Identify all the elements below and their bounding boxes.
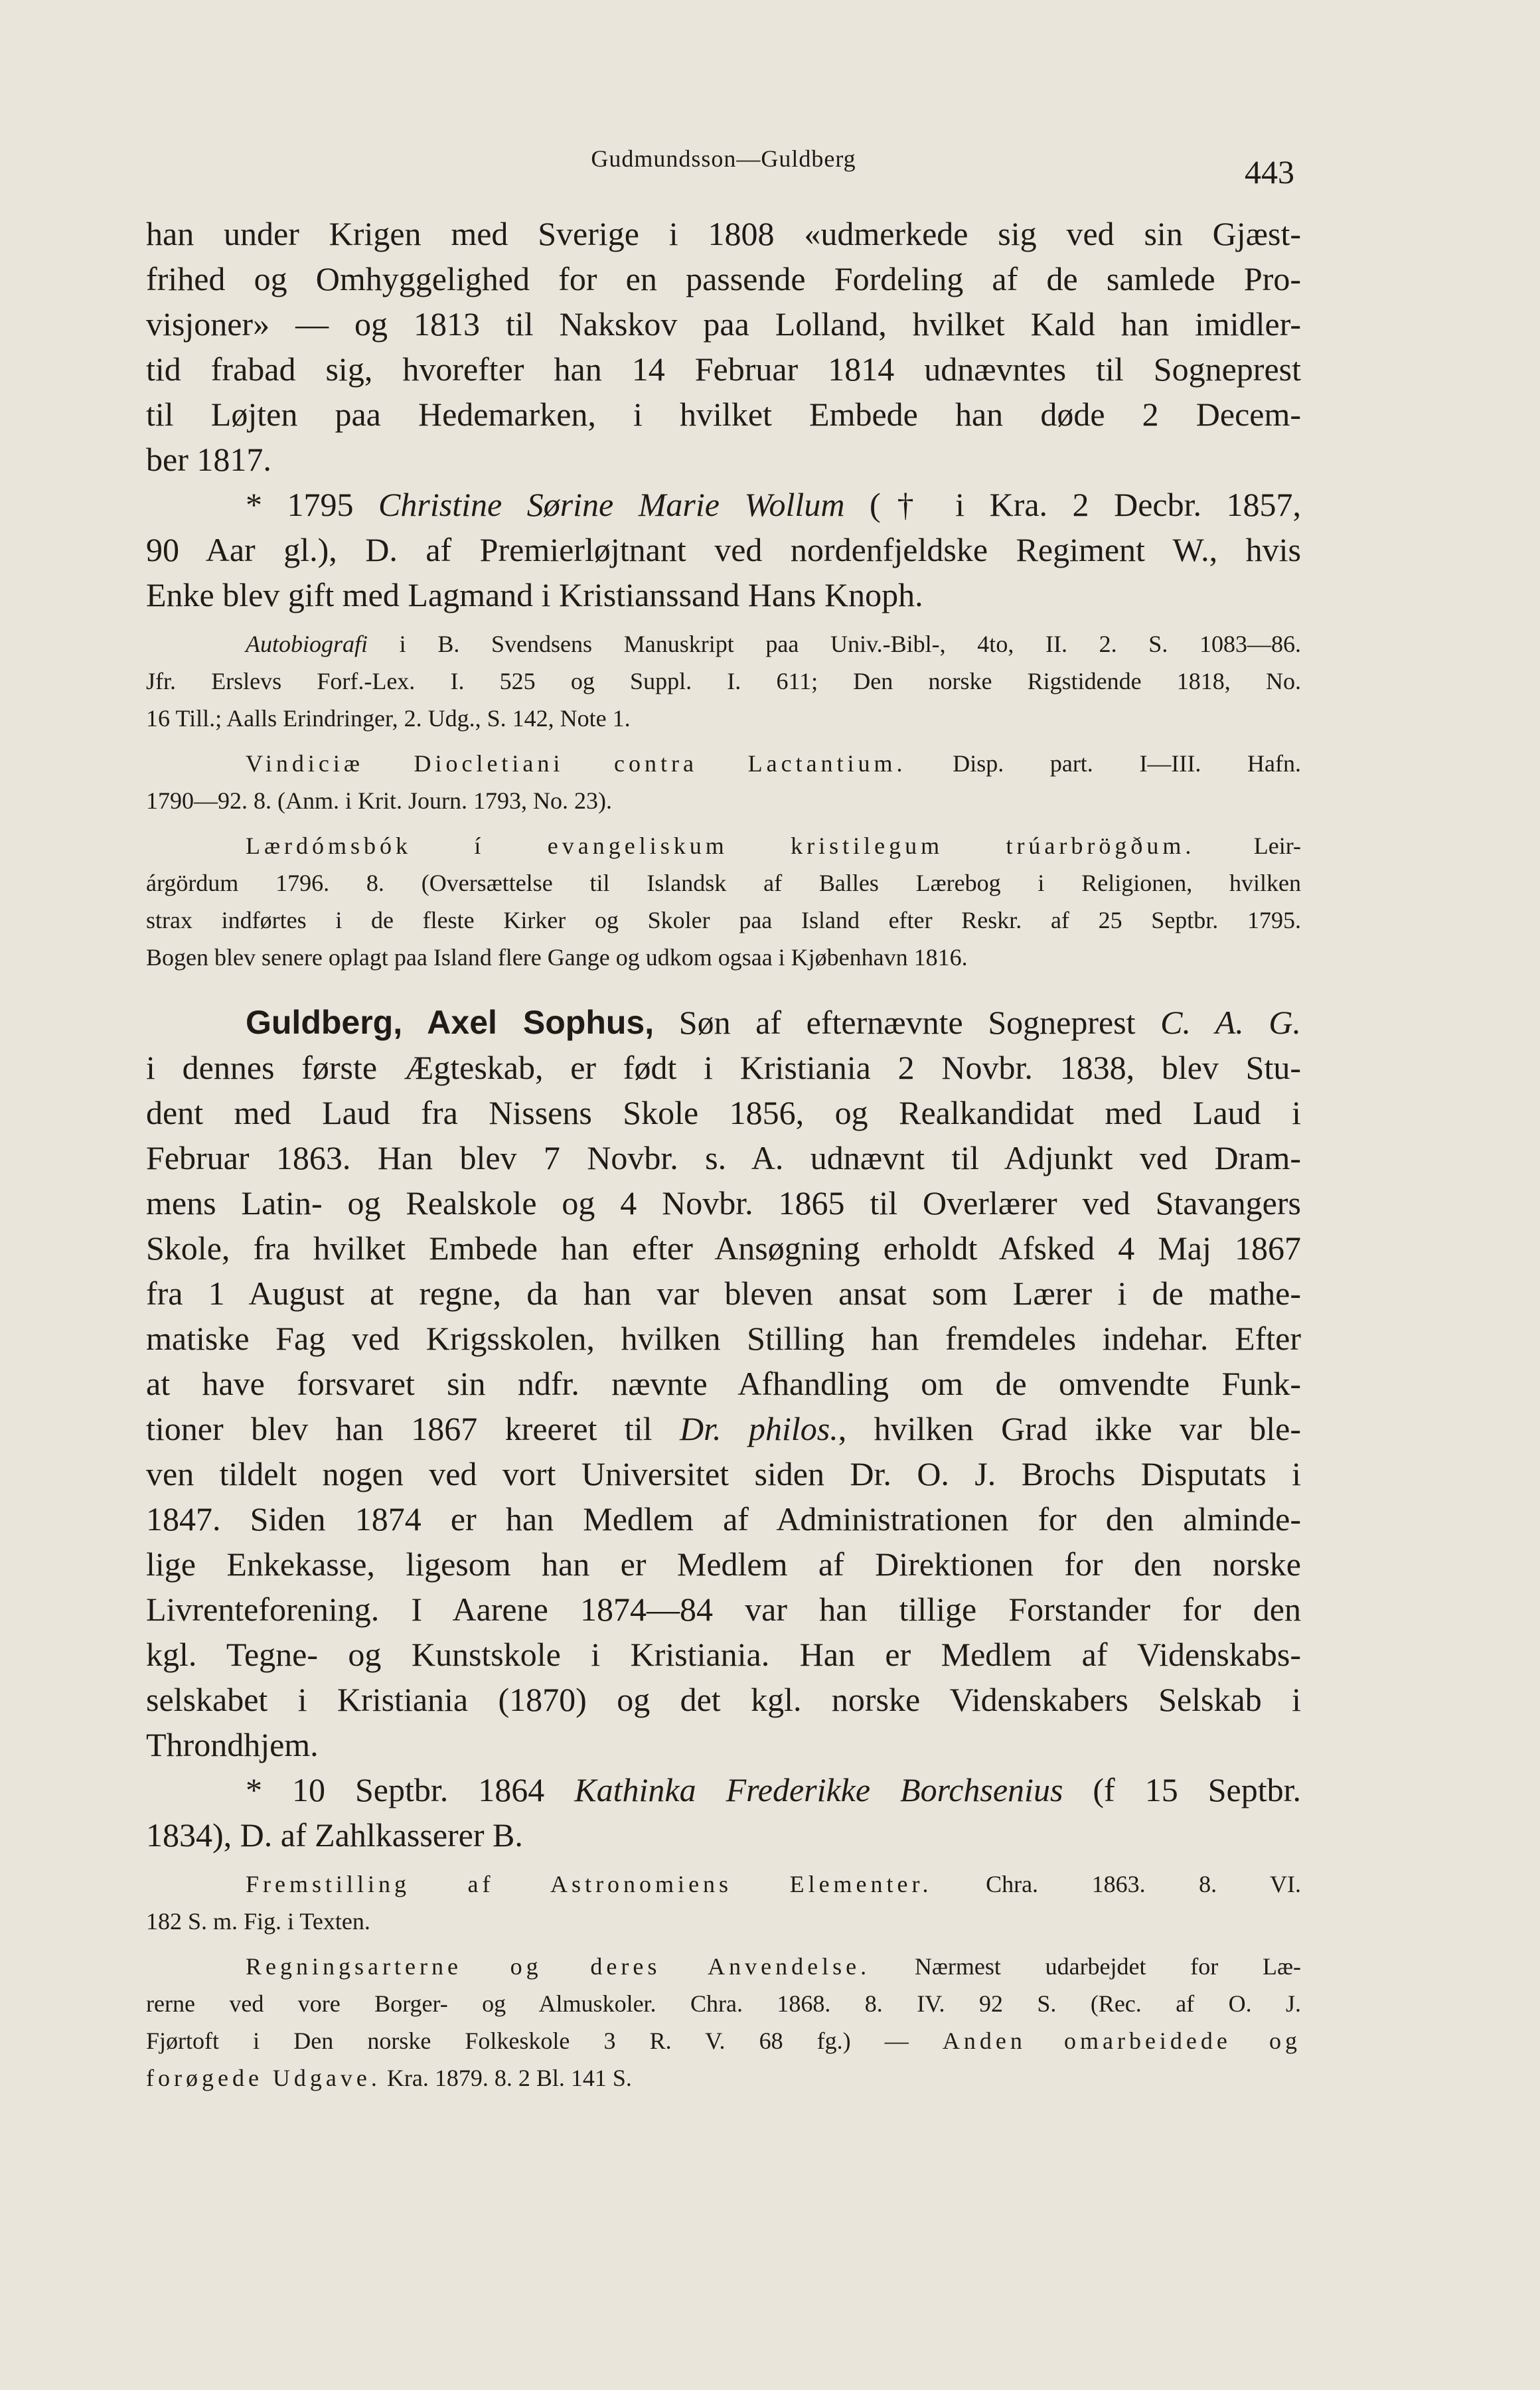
text-line: ber 1817. (146, 441, 271, 478)
work-line: strax indførtes i de fleste Kirker og Skoler paa Island efter Reskr. af 25 Septbr. 1795. (146, 907, 1301, 933)
work-line: árgördum 1796. 8. (Oversættelse til Islandsk af Balles Lærebog i Religionen, hvilken (146, 870, 1301, 896)
text-line: frihed og Omhyggelighed for en passende Fordeling af de samlede Pro- (146, 260, 1301, 297)
work-line: rerne ved vore Borger- og Almuskoler. Chra. 1868. 8. IV. 92 S. (Rec. af O. J. (146, 1990, 1301, 2017)
work-title: Lærdómsbók í evangeliskum kristilegum trúarbrögðum. (246, 833, 1195, 859)
work-title: Vindiciæ Diocletiani contra Lactantium. (246, 750, 907, 777)
text-line: til Løjten paa Hedemarken, i hvilket Embede han døde 2 Decem- (146, 396, 1301, 433)
text-line: 1847. Siden 1874 er han Medlem af Administrationen for den alminde- (146, 1500, 1301, 1538)
page-number: 443 (1245, 153, 1294, 191)
work-title-line: Vindiciæ Diocletiani contra Lactantium. Disp. part. I—III. Hafn. (246, 750, 1301, 777)
text-line: dent med Laud fra Nissens Skole 1856, og Realkandidat med Laud i (146, 1094, 1301, 1131)
reference-line: Jfr. Erslevs Forf.-Lex. I. 525 og Suppl. I. 611; Den norske Rigstidende 1818, No. (146, 668, 1301, 694)
entry-gudmundsson-work-1 (146, 745, 1301, 819)
text-line: visjoner» — og 1813 til Nakskov paa Lolland, hvilket Kald han imidler- (146, 305, 1301, 343)
text-line: at have forsvaret sin ndfr. nævnte Afhandling om de omvendte Funk- (146, 1365, 1301, 1402)
work-title-line: Lærdómsbók í evangeliskum kristilegum trúarbrögðum. Leir- (246, 833, 1301, 859)
reference-line: 16 Till.; Aalls Erindringer, 2. Udg., S. 142, Note 1. (146, 705, 631, 732)
text-line: fra 1 August at regne, da han var bleven ansat som Lærer i de mathe- (146, 1275, 1301, 1312)
page-header (146, 139, 1301, 193)
work-title: Fremstilling af Astronomiens Elementer. (246, 1871, 933, 1897)
text-line: selskabet i Kristiania (1870) og det kgl. norske Videnskabers Selskab i (146, 1681, 1301, 1718)
text-line: mens Latin- og Realskole og 4 Novbr. 1865 til Overlærer ved Stavangers (146, 1184, 1301, 1222)
work-line: 1790—92. 8. (Anm. i Krit. Journ. 1793, No. 23). (146, 787, 612, 814)
text-line: Skole, fra hvilket Embede han efter Ansøgning erholdt Afsked 4 Maj 1867 (146, 1230, 1301, 1267)
page-content (146, 211, 1301, 2097)
text-line: ven tildelt nogen ved vort Universitet siden Dr. O. J. Brochs Disputats i (146, 1455, 1301, 1492)
spouse-line: * 1795 Christine Sørine Marie Wollum († i Kra. 2 Decbr. 1857, (246, 486, 1301, 523)
text-line: 1834), D. af Zahlkasserer B. (146, 1816, 523, 1854)
spouse-line: * 10 Septbr. 1864 Kathinka Frederikke Borchsenius (f 15 Septbr. (246, 1771, 1301, 1808)
text-line: i dennes første Ægteskab, er født i Kristiania 2 Novbr. 1838, blev Stu- (146, 1049, 1301, 1086)
text-line: 90 Aar gl.), D. af Premierløjtnant ved nordenfjeldske Regiment W., hvis (146, 531, 1301, 568)
running-head: Gudmundsson—Guldberg (591, 145, 856, 172)
work-title-line: Regningsarterne og deres Anvendelse. Nærmest udarbejdet for Læ- (246, 1953, 1301, 1980)
text-line: Throndhjem. (146, 1726, 319, 1763)
entry-heading: Guldberg, Axel Sophus, (246, 1004, 654, 1041)
spouse-name: Kathinka Frederikke Borchsenius (574, 1771, 1063, 1808)
entry-heading-line: Guldberg, Axel Sophus, Søn af efternævnte Sogneprest C. A. G. (246, 1004, 1301, 1041)
text-line: matiske Fag ved Krigsskolen, hvilken Stilling han fremdeles indehar. Efter (146, 1320, 1301, 1357)
spouse-name: Christine Sørine Marie Wollum (378, 486, 845, 523)
text-line: han under Krigen med Sverige i 1808 «udmerkede sig ved sin Gjæst- (146, 215, 1301, 252)
text-line: Februar 1863. Han blev 7 Novbr. s. A. udnævnt til Adjunkt ved Dram- (146, 1139, 1301, 1176)
entry-gudmundsson-work-2 (146, 827, 1301, 976)
work-line: forøgede Udgave. Kra. 1879. 8. 2 Bl. 141 S. (146, 2065, 632, 2091)
work-line: Bogen blev senere oplagt paa Island flere Gange og udkom ogsaa i Kjøbenhavn 1816. (146, 944, 968, 971)
text-line: tid frabad sig, hvorefter han 14 Februar 1814 udnævntes til Sogneprest (146, 351, 1301, 388)
entry-gudmundsson-references (146, 625, 1301, 737)
work-line: Fjørtoft i Den norske Folkeskole 3 R. V. 68 fg.) — Anden omarbeidede og (146, 2028, 1301, 2054)
reference-line: Autobiografi i B. Svendsens Manuskript paa Univ.-Bibl-, 4to, II. 2. S. 1083—86. (246, 631, 1301, 657)
work-title-line: Fremstilling af Astronomiens Elementer. Chra. 1863. 8. VI. (246, 1871, 1301, 1897)
entry-guldberg-work-2 (146, 1948, 1301, 2097)
text-line: kgl. Tegne- og Kunstskole i Kristiania. Han er Medlem af Videnskabs- (146, 1636, 1301, 1673)
text-line: lige Enkekasse, ligesom han er Medlem af Direktionen for den norske (146, 1546, 1301, 1583)
text-line: tioner blev han 1867 kreeret til Dr. philos., hvilken Grad ikke var ble- (146, 1410, 1302, 1447)
text-line: Livrenteforening. I Aarene 1874—84 var han tillige Forstander for den (146, 1591, 1301, 1628)
entry-gudmundsson-text (146, 211, 1301, 617)
entry-guldberg-work-1 (146, 1866, 1301, 1940)
text-line: Enke blev gift med Lagmand i Kristianssand Hans Knoph. (146, 576, 923, 613)
work-title: Regningsarterne og deres Anvendelse. (246, 1953, 871, 1980)
work-line: 182 S. m. Fig. i Texten. (146, 1908, 370, 1935)
entry-guldberg-text (146, 1000, 1301, 1858)
